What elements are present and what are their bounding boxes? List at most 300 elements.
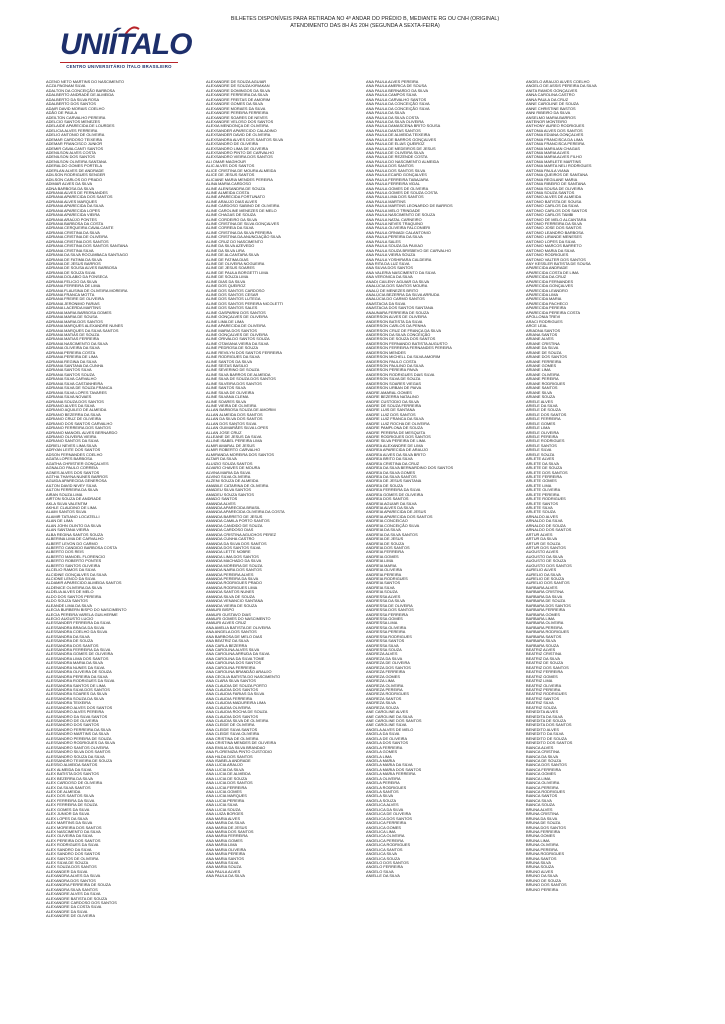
list-item: ANA PAULA DOS SANTOS [366,163,414,169]
list-item: AGTHA THAYNA NUNES BARROS [46,473,108,479]
list-item: ANA PAULA FERREIRA VIDAL [366,181,420,187]
list-item: ARIELE DOS SANTOS [526,411,567,417]
list-item: APARECIDA ANDRADE [526,265,568,271]
list-item: ALESSANDRO RODRIGUES DA SILVA [46,740,116,746]
list-item: ADRIANO MANOEL ALVES BERNARDO [46,429,118,435]
list-item: ADRIANA ALVES DE FERNANDES [46,189,108,195]
list-item: AMANDA CANDIDO DE SOUZA [206,522,263,528]
list-item: ARLETE FERREIRA [526,473,562,479]
list-item: ANA PAULA SOUZA DA PAIXAO [366,243,423,249]
list-item: ANNE CAROLINE DE SOUZA [526,101,579,107]
list-item: ALVINO SILVA OLIVEIRA [206,473,251,479]
list-item: AIRTON SOUZA DE ANDRADE [46,496,102,502]
list-item: ANDREIA DA SILVA [366,527,401,533]
list-item: ANA MARIA DA SILVA [206,820,245,826]
list-item: BARBARA DOS SANTOS [526,602,571,608]
list-item: ALEX SILVA DE SOUZA [46,860,89,865]
list-item: ANDRESSA SANTOS [366,638,405,644]
list-item: ANA PAULA DA SILVA OLIVEIRA [366,118,424,124]
list-item: ALINE SILVEIRA DOS SANTOS [206,380,262,386]
list-item: ADRIANA MARIA DOS SANTOS [46,318,103,324]
list-item: ALEX DE ALMEIDA [46,789,81,794]
list-item: ALEX RODRIGUES DA SILVA [46,842,99,848]
list-item: ARIANE SOUZA [526,394,555,400]
list-item: ANA BARBOSA DE MELO DIAS [206,633,263,639]
list-item: ANDRE PEREIRA DE MESQUITA [366,429,426,435]
list-item: ANA BEATRIZ DA SILVA [206,638,249,644]
list-item: ANA PAULA DE MEDEIROS DE JESUS [366,145,436,151]
list-item: ANA PAULA BERNARDO DA SILVA [366,87,429,93]
list-item: APARECIDA GONÇALVES [526,283,573,289]
list-item: ALEX BATISTA DOS SANTOS [46,771,99,777]
list-item: APOLLONIA TREVI [526,314,561,320]
list-item: BRUNA OLIVEIRA [526,842,559,848]
list-item: ADRIANA ARAÚJO PONTES [46,216,97,222]
list-item: ANDREZA OLIVEIRA [366,682,404,688]
list-item: ALINE SILVANA CLEMA [206,394,249,400]
list-item: ANA LUCIA DE SOUZA [206,775,248,781]
list-item: ANGELICA DE OLIVEIRA [366,811,411,817]
list-item: ANDREIA FERREIRA [366,549,404,555]
list-item: BRUNA PEREIRA [526,846,558,852]
list-item: ANDREIA DE SOUZA [366,540,405,546]
list-item: ANAUNARA FERREIRA DE SOUZA [366,309,429,315]
list-item: BIANCA RODRIGUES [526,789,565,794]
list-item: ANDERSON DE SOUZA DOS SANTOS [366,336,436,342]
list-item: ANDRESSA RODRIGUES [366,633,412,639]
list-item: ADNA BARBOSA DA SILVA [46,185,95,191]
list-item: ALINE SILVA DE SOUZA DOS SANTOS [206,376,276,382]
list-item: ANGELICA OLIVEIRA [366,833,405,839]
list-item: ADRIANA DE SOUSA ALVES BARBOSA [46,265,118,271]
list-item: ALZENI SOUZA DE ALMEIDA [206,478,259,484]
list-item: ADRIANA FERREIRA DE LIMA [46,283,101,289]
list-item: ANA MARIA ALVES [206,815,241,821]
list-item: AMADEU SOUZA SANTOS [206,491,254,497]
list-item: BRUNA CRISTINA [526,811,559,817]
list-item: ANA PAULA MARTINS LEONARDO DE BARROS [366,203,453,209]
list-item: APARECIDA FERNANDES [526,278,574,284]
list-item: BEATRIZ SILVA [526,700,554,706]
list-item: ANDERSON FERNANDO BATISTA AUGUSTO [366,340,448,346]
list-item: ANGELA DOS SANTOS [366,740,409,746]
list-item: ALTAIR DA SILVA [206,456,237,462]
list-item: ANA PAULA SOUZA BRISBEVO DE CARVALHO [366,247,451,253]
list-item: ADRIANA SOUZA DOS SANTOS [46,398,104,404]
list-item: ANA PAULA DOS SANTOS SILVA [366,167,426,173]
list-item: ALINE SOARES SILVA [206,398,247,404]
list-item: ANA MARIA SANTOS [206,855,244,861]
list-item: ALINE GONÇALVES DE OLIVEIRA [206,331,268,337]
list-item: AKLA SILVA VALENTIM [46,500,88,506]
list-item: ALEXSANDER DAVID DE OLIVEIRA [206,132,271,138]
list-item: ALINE DE SOUZA LIMA [206,274,249,280]
list-item: ALINE REVILYN DOS SANTOS FERREIRA [206,349,282,355]
list-item: AMANDA PEREIRA DA SILVA [206,576,259,581]
name-list [46,80,686,1010]
list-item: ANIELLE DA SILVA [366,873,400,879]
list-item: ANTHONY AUREO RODRIGUES [526,123,585,129]
list-item: ANDREA ALEXANDRE DE LIMA [366,442,424,448]
list-item: BARBARA DE SOUZA [526,598,566,604]
list-item: BARBARA SILVA [526,638,556,644]
list-item: ANDREIA CONCEICAO [366,518,408,524]
list-item: ANGELA PEREIRA [366,780,400,786]
list-item: ANA CARLA BEZERRA [206,642,248,648]
list-item: BIANCA LIMA [526,775,551,781]
list-item: ARNALDO ALVES [526,513,558,519]
list-item: ANTONIA SOUZA SANTOS [526,189,575,195]
list-item: ANA CLEIDE SILVA SANTOS [206,726,258,732]
list-item: ANTONIA FRANCISCA PEREIRA [526,141,585,147]
list-item: ALESSANDRO FERREIRA DA SILVA [46,726,111,732]
list-item: ARLETE SILVA [526,505,553,510]
list-item: ADRIANA REGINA DA SILVA [46,358,97,364]
list-item: ALINE GASPARINI DOS SANTOS [206,309,266,315]
list-item: ALEXANDRA SILVA SANTOS [46,886,98,892]
list-item: ANA PAULA CAMPOS SILVA [366,92,417,98]
list-item: ALINE DOS SANTOS CARDOSO [206,287,265,293]
list-item: AILTON FERREIRA DA SILVA [46,487,99,493]
list-item: ARNALDO DA SILVA [526,518,563,524]
list-item: ALINE APARECIDA DE OLIVEIRA [206,323,266,329]
list-item: ALESSANDRO ALVES PEREIRA [46,709,104,715]
list-item: ALINE SILVA DE OLIVEIRA [206,389,255,395]
list-item: ANTONIA MARIA ALVES [526,150,570,155]
list-item: ANA PAULA FERREIRA TABAJARA [366,176,429,182]
list-item: ANDREA DE SOUZA [366,482,403,488]
list-item: BARBARA LIMA [526,615,555,621]
list-item: ALINE ALENSANDRA DE SOUZA [206,185,266,191]
list-item: BARBARA SANTOS [526,633,562,639]
list-item: ALINE SEVERINO DE SOUZA [206,367,260,373]
list-item: AMANDA MACHADO DA SILVA [206,558,262,564]
list-item: ARIELE SILVA [526,447,552,453]
list-item: BIANCA DE SOUZA [526,757,562,763]
list-item: ARIANE ALVES [526,336,554,342]
list-item: ANDRE LUIS DE SANTANA [366,407,416,413]
list-item: ANGELA SOUZA [366,797,397,803]
list-item: ADRIANA OLIVEIRA DA SILVA [46,345,100,351]
list-item: BIANCA GOMES [526,771,556,777]
list-item: ANE CAROLINE DOS SANTOS [366,718,422,723]
list-item: ADIMAR ALVES DA SILVA [46,181,93,187]
list-item: ADRIANA SILVA LOPES TAVARES [46,389,107,395]
list-item: ALEX MOREIRA DOS SANTOS [46,824,102,830]
list-item: ALEXANDRE DA COSTA SILVA [46,904,102,910]
list-item: BENEDITO DOS SANTOS [526,740,573,746]
list-item: ANGELA GOMES [366,749,398,755]
list-item: ANDREIA GOMES [366,553,399,559]
list-item: ANGELA RODRIGUES [366,784,407,790]
list-item: ANA PAULA CARVALHO SANTOS [366,96,427,102]
list-item: ANA CAROLINA ALVES SILVA [206,647,260,652]
list-item: ANDRESSA DE OLIVEIRA [366,602,413,608]
list-item: ALEX FERREIRA DE SOUZA [46,802,98,808]
list-item: ALVARO CHAVES DE MOURA [206,465,261,471]
list-item: ANDREZA PEREIRA [366,686,403,692]
list-item: BRUNA GOMES [526,833,555,839]
list-item: BENEDITA DA SILVA [526,713,563,719]
list-item: ANGELA MARIA FERREIRA [366,771,416,777]
list-item: ACZA PAGNAM SILVA [46,83,86,89]
list-item: ANA PAULA ALVES [206,868,241,874]
list-item: ANTONIA FRANCISCA DA LIMA [526,136,583,142]
list-item: ANA CLAUDIA FERREIRA [206,695,253,701]
list-item: ALESSANDRO MARTINS DA SILVA [46,731,109,737]
list-item: ANALÚCIA BEZERRA DA SILVA ARRUDA [366,292,440,297]
list-item: AMANDA VENANCIO SANTANA [206,598,263,604]
list-item: ADÃO DE PAULA [46,110,78,116]
list-item: ANA LUCIA PEREIRA [206,797,245,803]
list-item: ALINE DE FATIMA DIAS [206,256,249,262]
list-item: AMAURI ALVES CRUZ [206,620,247,626]
list-item: ARIELE PEREIRA [526,434,559,439]
list-item: ALESSANDRA DE SOUZA [46,638,93,644]
list-item: BARBARA FERREIRA [526,607,566,613]
list-item: ANDREA GOMES DE OLIVEIRA [366,491,424,497]
list-item: ADRIANO FERREIRA DOS SANTOS [46,425,111,431]
list-item: ANA PAULA DAMASCENA BRITO SOUSA [366,123,441,129]
list-item: ARCE LEAL [526,323,548,329]
list-item: ADRIANO BEZERRA DA SILVA [46,411,101,417]
list-item: BRUNA ALVES [526,806,553,812]
list-item: ANALÚCIA DOS SANTOS MOURA [366,283,428,289]
list-item: ADRIANO ALVES DA SILVA [46,402,95,408]
list-item: ADENILSON OLIVEIRA SANTANA [46,158,107,164]
list-item: ANA MARIA PEREIRA [206,851,246,857]
list-item: ALVINA MARIA DA SILVA [206,469,251,475]
list-item: ANGELICA GOMES [366,824,402,830]
list-item: ANDREIA ALVES DA SILVA [366,505,415,510]
list-item: ANTONIO MARIA DA SILVA [526,247,575,253]
list-item: ANGELA MARIA DOS SANTOS [366,766,422,772]
list-item: ALESSANDRO DA SILVA SANTOS [46,713,108,719]
list-item: ADRIANA SANTOS SILVA [46,367,92,373]
list-item: ANA PAULA GOMES DE SOUZA COSTA [366,189,438,195]
list-item: ARIELE ALVES [526,398,553,404]
list-item: ALEXANDRE VELOSO DOS SANTOS [206,118,274,124]
list-item: ALIC ALVES DOS SANTOS [206,163,255,169]
list-item: ANTONIA QUEIROS DE SANTANA [526,172,588,178]
list-item: BARBARA PEREIRA [526,624,563,630]
list-item: AURELIO DA SILVA [526,571,561,577]
list-item: ANDREIA SOUZA [366,589,398,595]
list-item: ANDREA CRISTINA DA CRUZ [366,460,420,466]
list-item: ALESSANDRA LIMA DOS SANTOS [46,655,109,661]
list-item: ACENO NETO MARTINS DO NASCIMENTO [46,80,125,84]
list-item: ANA PAULA NASCIMENTO DE SOUZA [366,212,436,218]
list-item: ANDRE LUIZ FRANCA DA SILVA [366,416,424,422]
list-item: ALINE DOS QUEIROZ [206,283,246,289]
list-item: ADRIANA CRISTINA DOS SANTOS [46,238,109,244]
list-item: ANGELA MARIA [366,757,395,763]
list-item: ANTONIA RIBEIRO DE SANTANA [526,181,586,187]
list-item: ANA ANGELA DOS SANTOS [206,629,257,635]
list-item: ADRIANA MATIAS FERREIRA [46,336,100,342]
list-item: ADAIR DAVID MORAIS COELHO [46,105,105,111]
list-item: ANA CAROLINA DOS SANTOS [206,660,262,666]
list-item: ADRIANA MATIAS DE SOUZA [46,331,100,337]
list-item: ANTONIA MARTA NELI RODRIGUES [526,163,592,169]
list-item: ALEANDE LIMA DA SILVA [46,602,92,608]
list-item: ADRIANA SANTANA DA CUNHA [46,363,104,368]
list-item: ARIANE RODRIGUES [526,380,566,386]
list-item: ALINE CRISTINA DE SILVA GONÇALVES [206,221,280,226]
list-item: ANA LUCIA MARQUES [206,793,247,799]
list-item: ADRYAN LEITE DOS SANTOS [46,447,101,453]
list-item: AMANDA CUNHA CASTRO [206,536,255,542]
list-item: ANDERSON PAULINO DA SILVA [366,363,424,368]
list-item: BRUNO PEREIRA [526,886,559,892]
title-line-2: ATENDIMENTO DAS 8H ÀS 20H (SEGUNDA A SEXTA-FEIRA) [290,23,440,29]
list-item: ALEXANDRE MORAES DA SILVA [206,105,266,111]
list-item: ALEX SANDRO DOS SANTOS [46,851,101,857]
list-item: ALBERTO DOS REIS [46,549,84,555]
list-item: ADRIANO DOS SANTOS CARVALHO [46,420,113,426]
list-item: ARLETE ALVES [526,456,555,462]
list-item: ALESSANDRA FERREIRA DA SILVA [46,647,111,652]
list-item: ANDREIA RODRIGUES [366,576,408,581]
name-column-3 [366,80,526,1010]
list-item: ANDRE RODRIGUES DOS SANTOS [366,434,431,439]
list-item: ALEX LOPES DA SILVA [46,815,88,821]
list-item: ANA PAULA NEVES TRAQUINO [366,221,423,226]
list-item: ALDENICE OLIVEIRA DA SILVA [46,584,103,590]
list-item: ADSON FERNANDES COELHO [46,451,103,457]
list-item: ADRIANA MARIA BARBOSA GOMES [46,309,112,315]
list-item: ALEXANDRE BATISTA DE SOUZA [46,895,108,901]
list-item: ALEXIA MENDONÇA DE OLIVEIRA [206,123,269,129]
list-item: ANDERSON CARLOS DA PENHA [366,323,426,329]
list-item: ANTONIA PAULA VIANA [526,167,570,173]
list-item: BEATRIZ SANTOS [526,695,560,701]
list-item: ANITA RAMOS GONÇALVES [526,87,578,93]
list-item: ANDREZA LIMA [366,678,395,684]
list-item: ANA CLAUDIA DOS SANTOS [206,713,259,719]
list-item: ALEX JUNIOR DA SILVA [46,811,90,817]
list-item: ANGELO FERREIRA [366,864,403,870]
list-item: ANDRESSA DOS SANTOS [366,607,414,613]
list-item: APARECIDA MARIA [526,296,562,302]
list-item: AILTON DAVID NIVEY SILVA [46,482,97,488]
list-item: BENEDITO DE SOUZA [526,735,567,741]
list-item: ALLAN BARBOSA SOUZA DE AMORIM [206,407,276,413]
list-item: ALESSANDRA NUNES DA SILVA [46,664,105,670]
list-item: ADENILSON ALVES COSTA [46,150,96,155]
list-item: ALEX FERREIRA DA SILVA [46,797,95,803]
list-item: ARTUR ALVES [526,531,553,537]
list-item: ANDREZA DE OLIVEIRA [366,660,410,666]
list-item: BEATRIZ LIMA [526,678,553,684]
list-item: ALEXANDRA ALVES DA SILVA [46,873,101,879]
list-item: ANTONIA MARLETE MARTINS [526,158,581,164]
list-item: ADRIANA PEREIRA COSTA [46,349,96,355]
list-item: AMANDA NAIRA DOS SANTOS [206,567,262,573]
list-item: ALBERTO ROBERTO PONTES [46,558,102,564]
list-item: ANA PAULA MELO TRINDADE [366,207,421,213]
list-item: AGATA LOPES BARBOSA [46,456,93,462]
list-item: ANA PAULA ORNIADI CALANTONIO [366,229,431,235]
list-item: ANTONIO DE MELO ALCANTARA [526,216,587,222]
list-item: ANA LUCIA ARAUJO [206,762,243,768]
list-item: ARLETE DE SOUZA [526,465,563,471]
list-item: ANTONIO BATISTA DE SOUSA [526,198,582,204]
list-item: ARIELE RODRIGUES [526,438,565,444]
list-item: ANDREZA DA SILVA [366,655,403,661]
list-item: ADRIANA DA SILVA ROCUMBACA SANTIAGO [46,252,129,258]
list-item: ANDREA DA SILVA SANTOS [366,473,417,479]
list-item: ALINE ARAUJO DIAS ALVES [206,198,258,204]
list-item: ANA SILVIA DOS SANTOS [366,265,413,271]
list-item: ALEX DOS SANTOS SILVA [46,793,95,799]
list-item: BRUNA SILVA [526,860,551,865]
list-item: ADRIANA DE FATIMA DA SILVA [46,256,102,262]
list-item: ALINE CORREIA DA SILVA [206,225,254,231]
list-item: ANA CAROLINA DA SILVA TOME [206,655,265,661]
list-item: AMANDA VIEIRA DE SOUZA [206,602,258,608]
list-item: ANA ISABELA ANDRADE [206,757,251,763]
list-item: BENEDITA DOS SANTOS [526,722,572,728]
list-item: ARIELE SOUZA [526,451,555,457]
list-item: ALINE SANTOS DA SILVA [206,358,253,364]
list-item: ADEMAR CARDOSO TEIXEIRA [46,136,103,142]
list-item: AMANDA SILVA DE SOUZA [206,593,255,599]
list-item: ALESSANDRA SOUZA DA SILVA [46,695,105,701]
list-item: ALINE CARDOSO SABINO DE OLIVEIRA [206,203,280,209]
logo-tagline: CENTRO UNIVERSITÁRIO ÍTALO BRASILEIRO [60,62,178,69]
list-item: ANA PAULA DA SILVA [206,873,245,879]
list-item: ARLETE DOS SANTOS [526,469,568,475]
list-item: AURELIO ALVES [526,567,557,573]
list-item: ARIELE SANTOS [526,442,557,448]
list-item: ANA MARIA LIMA [206,842,238,848]
list-item: ADENILSON DOS SANTOS [46,154,96,160]
list-item: ADRIANA MARIA DE SOUSA [46,314,98,320]
list-item: ALEX BEZERRA DA SILVA [46,775,93,781]
list-item: ALDAMIR APARECIDO ALMEIDA SANTOS [46,580,122,586]
list-item: ANGELA DE OLIVEIRA [366,735,408,741]
list-item: ANA MARIA OLIVEIRA [206,846,246,852]
list-item: ARIANE OLIVEIRA [526,371,560,377]
list-item: ANDREA APARECIDA DE ARAUJO [366,447,428,453]
list-item: AMANDA APARECIDA OLIVEIRA DA COSTA [206,509,285,515]
list-item: ANTONIA EDIANA GONÇALVES [526,132,584,138]
list-item: BEATRIZ DOS SANTOS [526,664,569,670]
list-item: ADRIELI NEVES LIMA SILVA [46,442,97,448]
list-item: ALINE DA SILVA LIRA [206,247,245,253]
list-item: ALLAN DOS SANTOS SILVA [206,420,257,426]
list-item: ALEXANDRE DOMINGOS DA SILVA [206,87,271,93]
list-item: ANDERSON RODRIGUES DIAS SILVA [366,371,435,377]
list-item: ALEXANDRE FREITAS DE AMORIM [206,96,271,102]
list-item: ANTONIA MARIA ALVES FILHO [526,154,582,160]
list-item: ARIELE OLIVEIRA [526,429,559,435]
list-item: ANDERSON SILVA DE SOUZA [366,376,421,382]
list-item: AMANDA APARECIDA BRASIL [206,505,261,510]
logo-wordmark: UNIÍTALO [60,28,192,61]
list-item: ALBERTO CANDIDO BARBOSA COSTA [46,544,117,550]
list-item: ALESSANDRA GOMES DE OLIVEIRA [46,651,114,657]
list-item: ANDERSON CRUZ DE FRANÇA DA SILVA [366,327,442,333]
list-item: ANA PAULA DE ELIAS QUEIROZ [366,141,425,147]
list-item: ANDERSON ALVES DE OLIVEIRA [366,314,427,320]
list-item: APARECIDA COSTA DE LIMA [526,269,579,275]
list-item: ANGELO SILVA [366,868,394,874]
list-item: ADRIANA CRISTINA DA SILVA [46,229,100,235]
list-item: ALESSIO ALMEIDA SANTOS [46,762,98,768]
name-column-4 [526,80,686,1010]
